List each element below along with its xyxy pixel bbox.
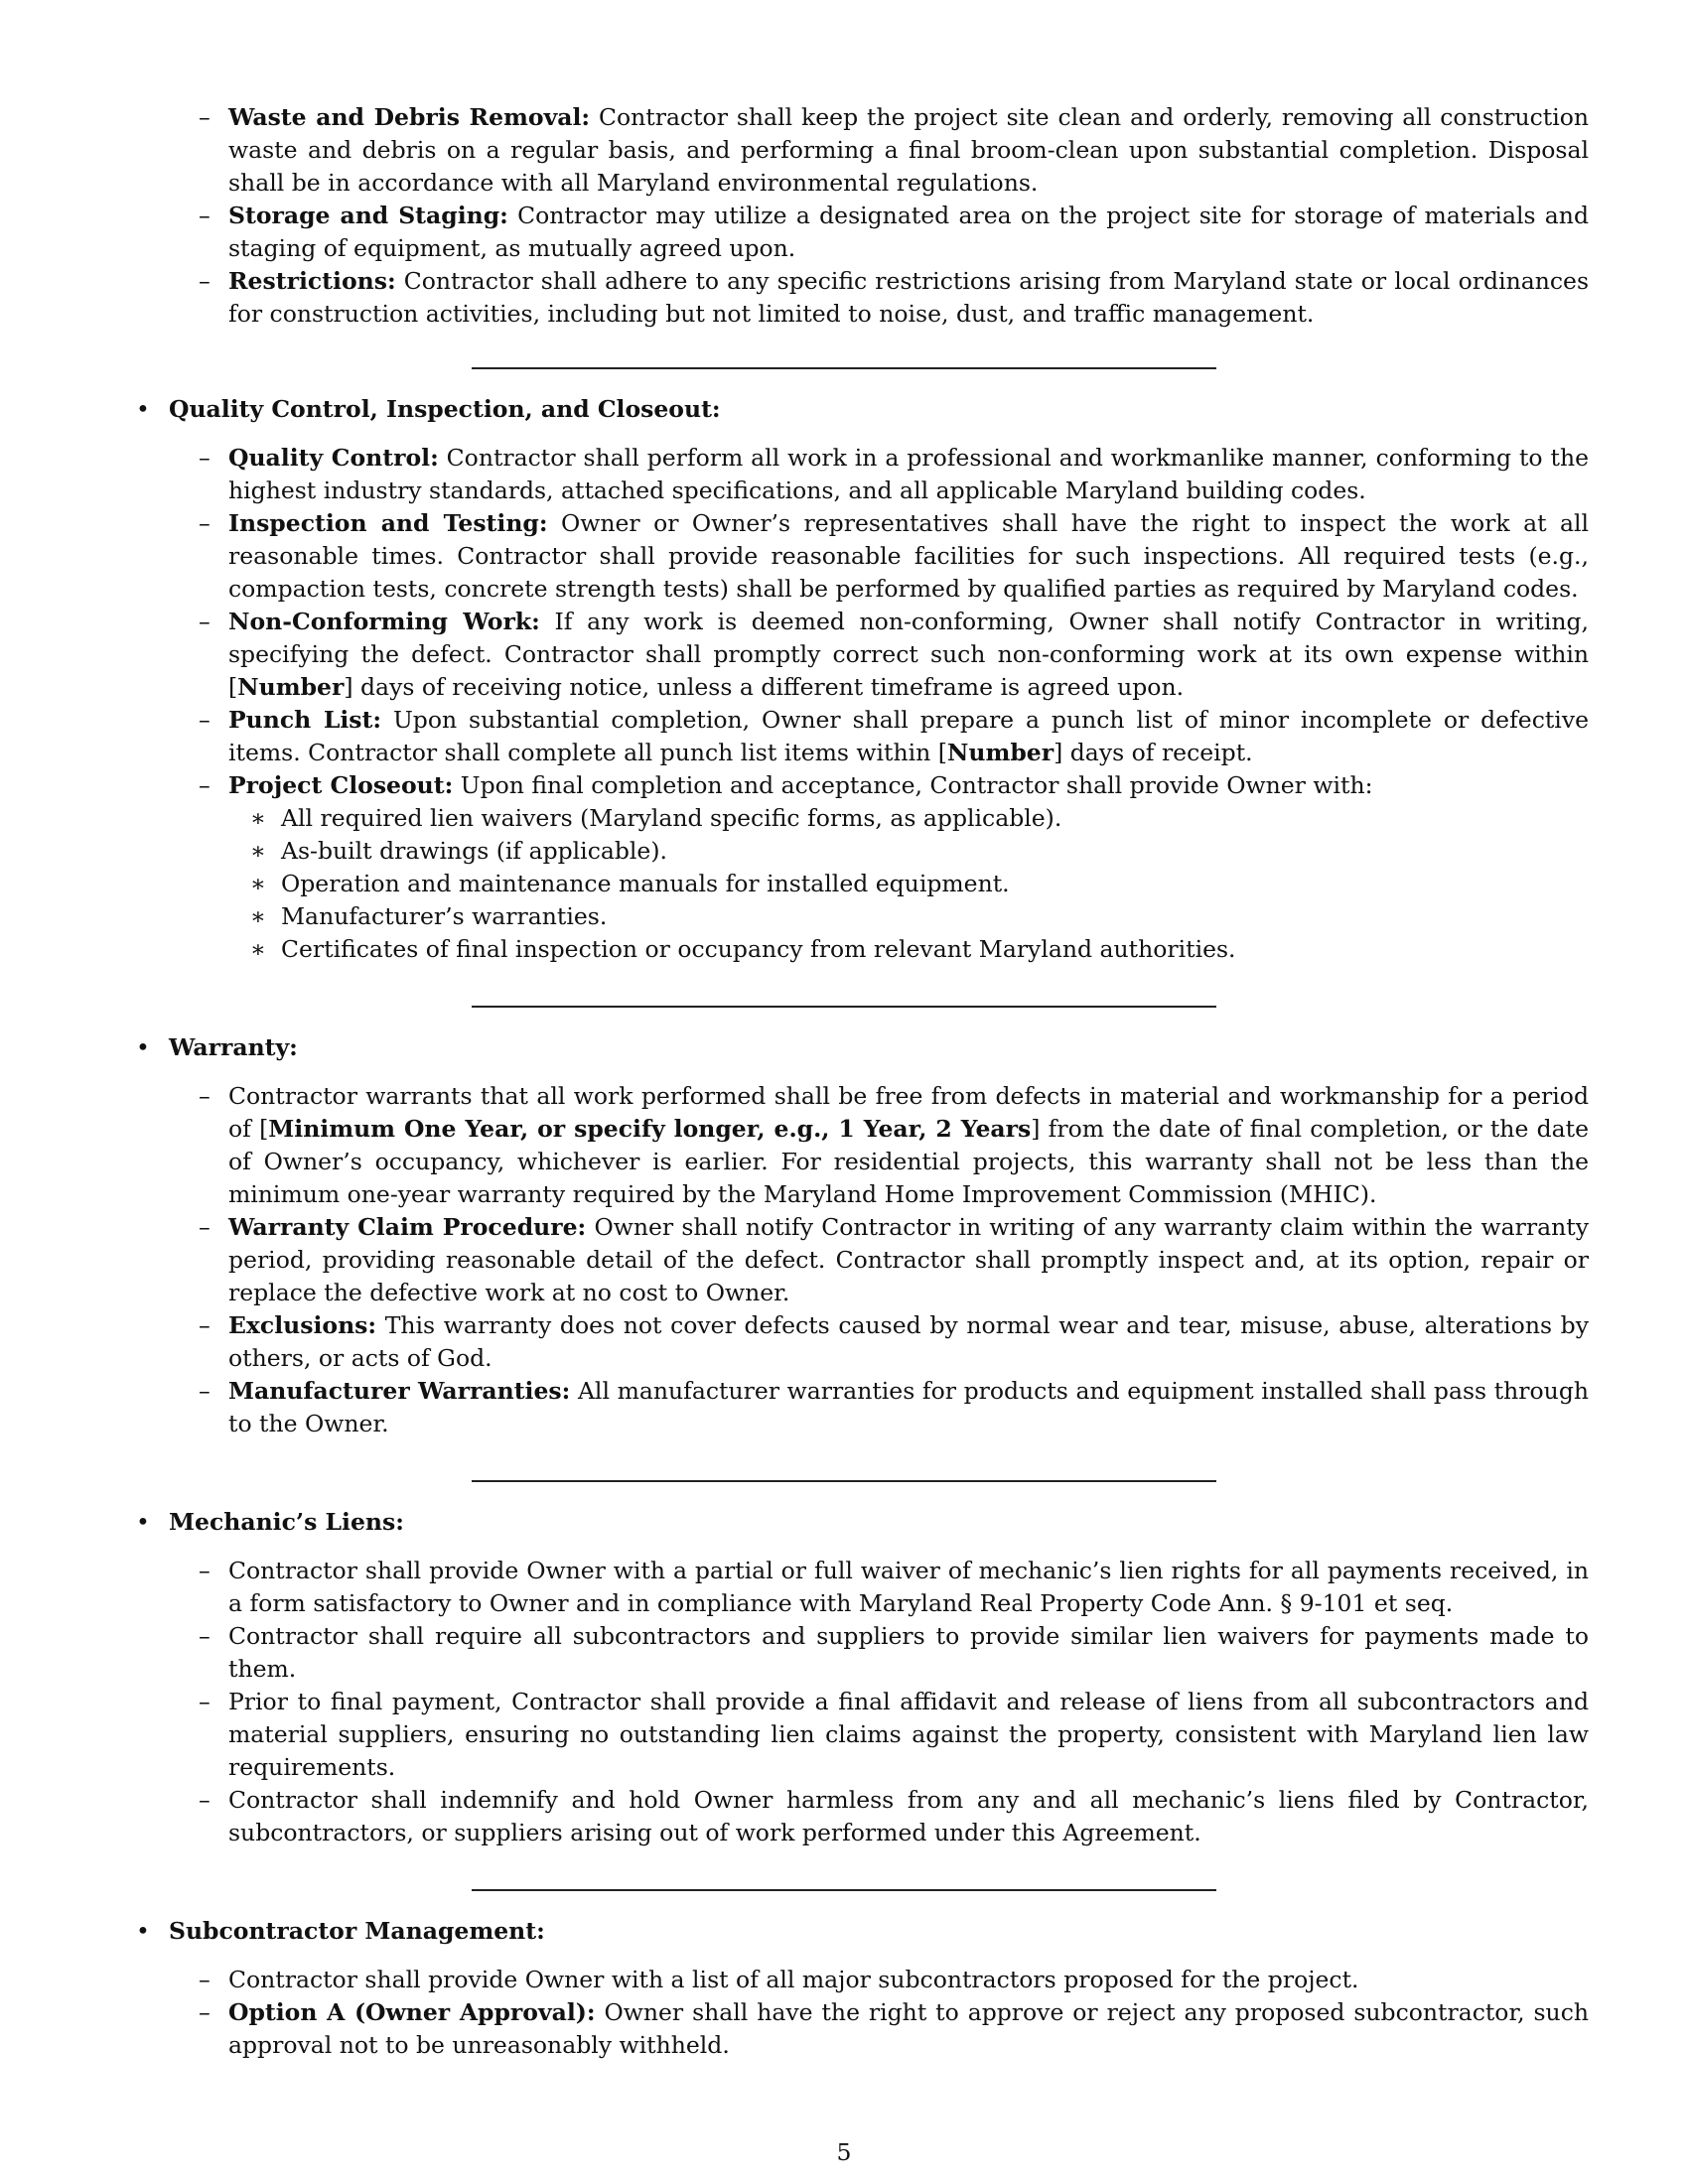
list-item: – Contractor shall provide Owner with a partial or full waiver of mechanic’s lien rights for all payments received, in a form satisfactory to Owner and in compliance with Maryland Real Property Code Ann. § 9-101 et seq.: [199, 1555, 1589, 1620]
section-mechanics-liens: [136, 1506, 1589, 1849]
section-subcontractor-management: [136, 1915, 1589, 2062]
section-heading: • Quality Control, Inspection, and Closeout:: [136, 393, 1589, 426]
list-item: – Restrictions: Contractor shall adhere to any specific restrictions arising from Maryland state or local ordinances for construction activities, including but not limited to noise, dust, and traffic management.: [199, 265, 1589, 331]
list-item: – Exclusions: This warranty does not cover defects caused by normal wear and tear, misuse, abuse, alterations by others, or acts of God.: [199, 1309, 1589, 1375]
closeout-item: ∗ All required lien waivers (Maryland specific forms, as applicable).: [250, 802, 1589, 835]
section-warranty: [136, 1031, 1589, 1440]
site-conditions-items: [199, 101, 1589, 331]
list-item: – Option A (Owner Approval): Owner shall have the right to approve or reject any proposed subcontractor, such approval not to be unreasonably withheld.: [199, 1996, 1589, 2062]
page-number: 5: [836, 2138, 852, 2166]
closeout-item: ∗ As-built drawings (if applicable).: [250, 835, 1589, 868]
list-item: – Warranty Claim Procedure: Owner shall notify Contractor in writing of any warranty claim within the warranty period, providing reasonable detail of the defect. Contractor shall promptly inspect and, at its option, repair or replace the defective work at no cost to Owner.: [199, 1211, 1589, 1309]
list-item: – Prior to final payment, Contractor shall provide a final affidavit and release of liens from all subcontractors and material suppliers, ensuring no outstanding lien claims against the property, consistent with Maryland lien law requirements.: [199, 1686, 1589, 1784]
list-item: – Manufacturer Warranties: All manufacturer warranties for products and equipment installed shall pass through to the Owner.: [199, 1375, 1589, 1440]
list-item: – Non-Conforming Work: If any work is deemed non-conforming, Owner shall notify Contractor in writing, specifying the defect. Contractor shall promptly correct such non-conforming work at its own expense within [Number] days of receiving notice, unless a different timeframe is agreed upon.: [199, 606, 1589, 704]
list-item: – Contractor shall provide Owner with a list of all major subcontractors proposed for the project.: [199, 1964, 1589, 1996]
section-quality-control: [136, 393, 1589, 966]
list-item: – Quality Control: Contractor shall perform all work in a professional and workmanlike manner, conforming to the highest industry standards, attached specifications, and all applicable Maryland building codes.: [199, 442, 1589, 507]
section-heading: • Mechanic’s Liens:: [136, 1506, 1589, 1539]
list-item: – Storage and Staging: Contractor may utilize a designated area on the project site for storage of materials and staging of equipment, as mutually agreed upon.: [199, 200, 1589, 265]
list-item: – Inspection and Testing: Owner or Owner’s representatives shall have the right to inspect the work at all reasonable times. Contractor shall provide reasonable facilities for such inspections. All required tests (e.g., compaction tests, concrete strength tests) shall be performed by qualified parties as required by Maryland codes.: [199, 507, 1589, 606]
section-divider: [472, 1006, 1216, 1008]
section-heading: • Warranty:: [136, 1031, 1589, 1064]
list-item: – Waste and Debris Removal: Contractor shall keep the project site clean and orderly, removing all construction waste and debris on a regular basis, and performing a final broom-clean upon substantial completion. Disposal shall be in accordance with all Maryland environmental regulations.: [199, 101, 1589, 200]
section-divider: [472, 1889, 1216, 1891]
closeout-item: ∗ Manufacturer’s warranties.: [250, 900, 1589, 933]
section-heading: • Subcontractor Management:: [136, 1915, 1589, 1948]
section-divider: [472, 1480, 1216, 1482]
list-item: – Contractor warrants that all work performed shall be free from defects in material and workmanship for a period of [Minimum One Year, or specify longer, e.g., 1 Year, 2 Years] from the date of final completion, or the date of Owner’s occupancy, whichever is earlier. For residential projects, this warranty shall not be less than the minimum one-year warranty required by the Maryland Home Improvement Commission (MHIC).: [199, 1080, 1589, 1211]
list-item: – Punch List: Upon substantial completion, Owner shall prepare a punch list of minor incomplete or defective items. Contractor shall complete all punch list items within [Number] days of receipt.: [199, 704, 1589, 769]
closeout-item: ∗ Certificates of final inspection or occupancy from relevant Maryland authorities.: [250, 933, 1589, 966]
closeout-item: ∗ Operation and maintenance manuals for installed equipment.: [250, 868, 1589, 900]
list-item: – Contractor shall require all subcontractors and suppliers to provide similar lien waivers for payments made to them.: [199, 1620, 1589, 1686]
section-divider: [472, 367, 1216, 369]
list-item: – Project Closeout: Upon final completion and acceptance, Contractor shall provide Owner with:: [199, 769, 1589, 802]
list-item: – Contractor shall indemnify and hold Owner harmless from any and all mechanic’s liens filed by Contractor, subcontractors, or suppliers arising out of work performed under this Agreement.: [199, 1784, 1589, 1849]
